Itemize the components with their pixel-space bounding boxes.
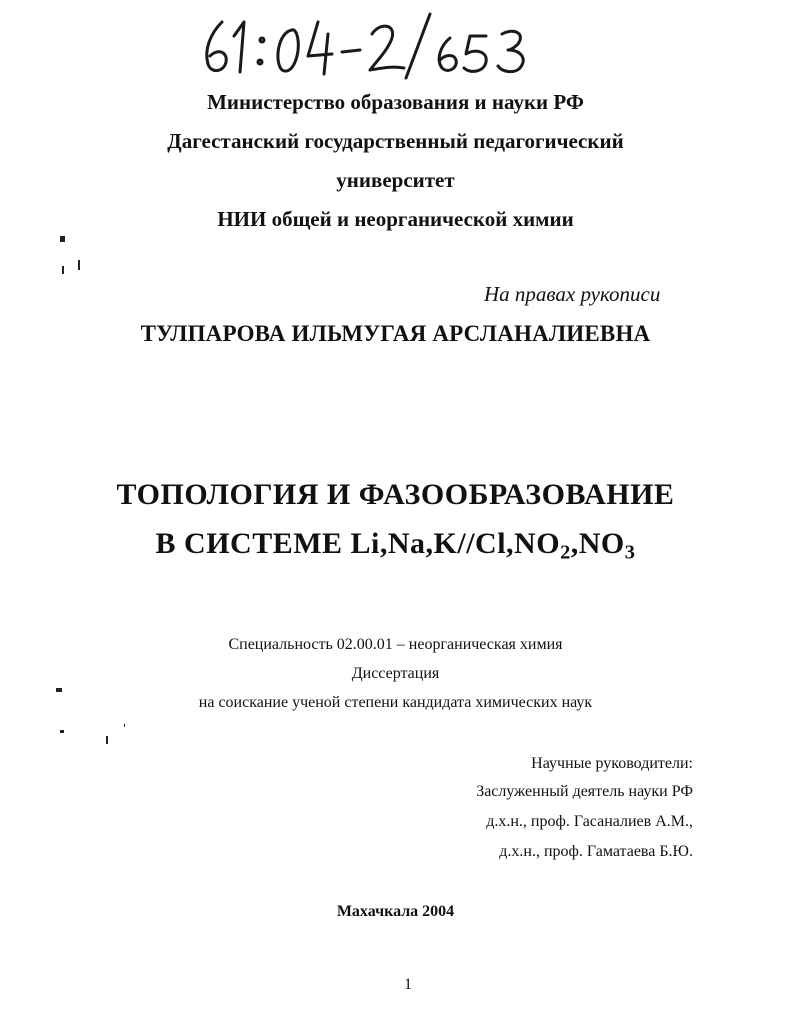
scan-speck: [56, 688, 62, 692]
thesis-title-line2: [0, 527, 791, 564]
scan-speck: [78, 260, 80, 270]
degree-line: на соискание ученой степени кандидата химических наук: [198, 694, 593, 711]
thesis-title-line1: ТОПОЛОГИЯ И ФАЗООБРАЗОВАНИЕ: [116, 478, 675, 511]
page-number: 1: [404, 976, 412, 993]
title-formula-prefix: В СИСТЕМЕ Li,Na,K//Cl,NO: [155, 527, 561, 560]
supervisors-heading: Научные руководители:: [531, 755, 693, 772]
university-name: Дагестанский государственный педагогический: [167, 129, 624, 153]
title-subscript-2: 2: [560, 541, 571, 564]
title-formula-mid: ,NO: [570, 527, 625, 560]
rights-note: На правах рукописи: [484, 282, 661, 306]
university-name-cont: университет: [336, 168, 455, 192]
supervisor-1: д.х.н., проф. Гасаналиев А.М.,: [486, 813, 693, 830]
handwritten-archive-code: [200, 12, 560, 82]
ministry-name: Министерство образования и науки РФ: [207, 90, 584, 114]
supervisor-2: д.х.н., проф. Гаматаева Б.Ю.: [499, 843, 693, 860]
city-year: Махачкала 2004: [336, 903, 455, 920]
scan-speck: [60, 730, 64, 733]
author-name: ТУЛПАРОВА ИЛЬМУГАЯ АРСЛАНАЛИЕВНА: [140, 321, 651, 346]
document-type: Диссертация: [351, 665, 440, 682]
scan-speck: [60, 236, 65, 242]
scan-speck: [124, 724, 125, 727]
supervisor-title: Заслуженный деятель науки РФ: [476, 783, 693, 800]
scan-speck: [106, 736, 108, 744]
specialty: Специальность 02.00.01 – неорганическая химия: [228, 636, 563, 653]
scan-speck: [62, 266, 64, 274]
title-subscript-3: 3: [624, 541, 636, 564]
institute-name: НИИ общей и неорганической химии: [217, 207, 574, 231]
